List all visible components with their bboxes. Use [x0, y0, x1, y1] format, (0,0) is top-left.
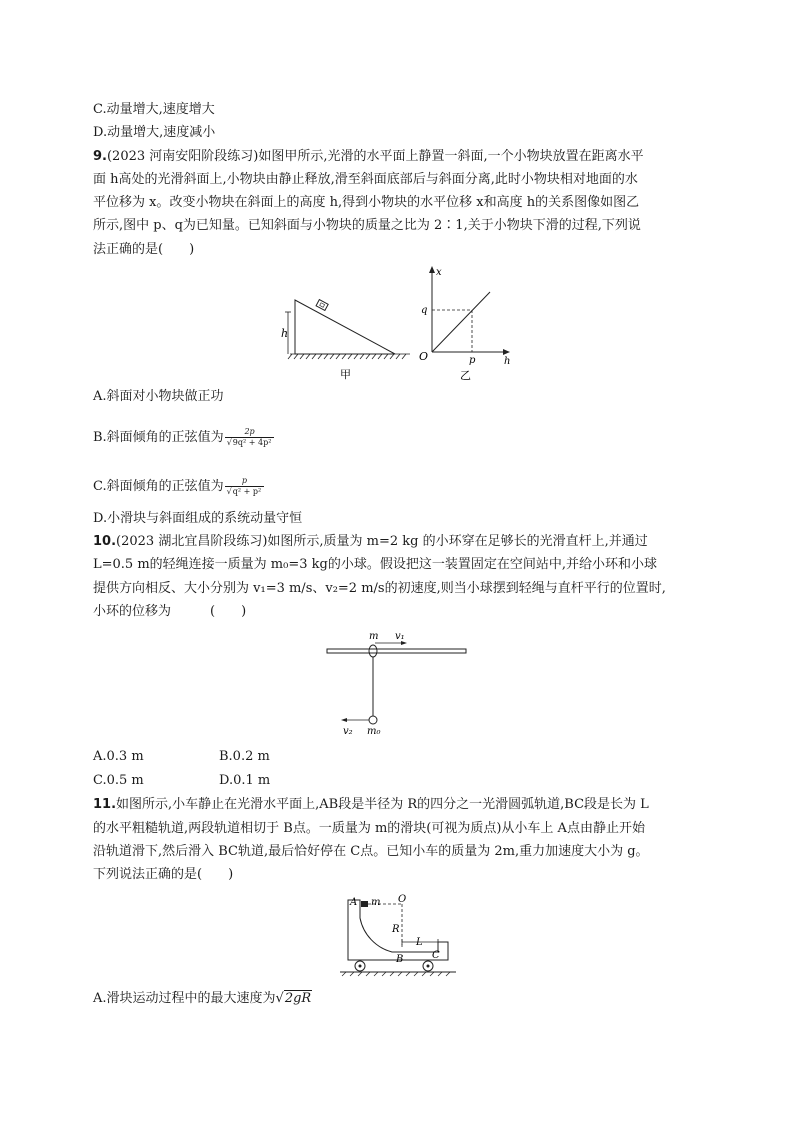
- q11-line-2: 的水平粗糙轨道,两段轨道相切于 B点。一质量为 m的滑块(可视为质点)从小车上 A点由静止开始: [93, 821, 645, 836]
- q10-option-a: A.0.3 m: [93, 749, 144, 764]
- q11-a-label: A: [350, 897, 358, 908]
- q11-line-3: 沿轨道滑下,然后滑入 BC轨道,最后恰好停在 C点。已知小车的质量为 2m,重力加速度大小为 g。: [93, 844, 649, 859]
- q11-line-4: 下列说法正确的是( ): [93, 867, 234, 882]
- ground-hatch: [288, 354, 410, 359]
- q9-line-2: 面 h高处的光滑斜面上,小物块由静止释放,滑至斜面底部后与斜面分离,此时小物块相对地面的水: [93, 172, 638, 187]
- q11-c-label: C: [432, 950, 440, 961]
- q9-option-c: C.斜面倾角的正弦值为 $\frac{p}{\text{√q² + p²}}$: [93, 476, 264, 497]
- q9-line-3: 平位移为 x。改变小物块在斜面上的高度 h,得到小物块的水平位移 x和高度 h的关系图像如图乙: [93, 195, 640, 210]
- q9-option-d: D.小滑块与斜面组成的系统动量守恒: [93, 511, 303, 526]
- q11-m-label: m: [371, 897, 381, 908]
- yi-q-label: q: [421, 305, 428, 316]
- q9-option-a: A.斜面对小物块做正功: [93, 389, 224, 404]
- q9-figure-jia: [280, 292, 410, 382]
- q10-option-b: B.0.2 m: [219, 749, 270, 764]
- block-icon: [316, 300, 328, 311]
- yi-y-axis-label: x: [436, 267, 442, 278]
- q9-line-4: 所示,图中 p、q为已知量。已知斜面与小物块的质量之比为 2∶1,关于小物块下滑的过程,下列说: [93, 218, 641, 233]
- q11-slider-icon: [361, 901, 368, 907]
- q11-option-a: A.滑块运动过程中的最大速度为√2gR: [93, 991, 312, 1006]
- q11-figure: [336, 890, 461, 980]
- q11-line-1: 11.如图所示,小车静止在光滑水平面上,AB段是半径为 R的四分之一光滑圆弧轨道,BC段是长为 L: [93, 797, 649, 812]
- q9-option-c-fraction: $\frac{p}{\text{√q² + p²}}$: [225, 476, 265, 497]
- q9-number: 9.: [93, 149, 107, 164]
- q10-number: 10.: [93, 534, 117, 549]
- yi-caption: 乙: [460, 369, 471, 382]
- q11-o-label: O: [398, 894, 407, 905]
- yi-origin-label: O: [419, 350, 429, 363]
- q10-option-c: C.0.5 m: [93, 773, 144, 788]
- q10-line-2: L=0.5 m的轻绳连接一质量为 m₀=3 kg的小球。假设把这一装置固定在空间站中,并给小环和小球: [93, 557, 657, 572]
- q11-b-label: B: [396, 954, 404, 965]
- q10-line-1: 10.(2023 湖北宜昌阶段练习)如图所示,质量为 m=2 kg 的小环穿在足够长的光滑直杆上,并通过: [93, 534, 648, 549]
- q10-option-d: D.0.1 m: [219, 773, 271, 788]
- q10-m-label: m: [369, 631, 379, 642]
- jia-h-label: h: [281, 327, 289, 340]
- q11-number: 11.: [93, 797, 117, 812]
- q10-line-4: 小环的位移为 ( ): [93, 604, 247, 619]
- q9-option-b-fraction: $\frac{2p}{\text{√9q² + 4p²}}$: [225, 427, 275, 448]
- yi-p-label: p: [469, 355, 476, 366]
- q9-option-b: B.斜面倾角的正弦值为 $\frac{2p}{\text{√9q² + 4p²}}$: [93, 427, 274, 448]
- q9-line-1: 9.(2023 河南安阳阶段练习)如图甲所示,光滑的水平面上静置一斜面,一个小物块放置在距离水平: [93, 149, 644, 164]
- prev-option-d: D.动量增大,速度减小: [93, 125, 216, 140]
- q9-line-5: 法正确的是( ): [93, 242, 195, 257]
- q10-v2-label: v₂: [343, 726, 353, 737]
- q10-m0-label: m₀: [367, 726, 381, 737]
- yi-x-axis-label: h: [504, 356, 511, 367]
- q9-figure-yi: [418, 264, 518, 384]
- q11-r-label: R: [392, 924, 400, 935]
- jia-caption: 甲: [340, 368, 351, 381]
- q11-l-label: L: [416, 937, 423, 948]
- q10-line-3: 提供方向相反、大小分别为 v₁=3 m/s、v₂=2 m/s的初速度,则当小球摆到轻绳与直杆平行的位置时,: [93, 581, 666, 596]
- q10-figure: [325, 628, 470, 740]
- q10-v1-label: v₁: [395, 631, 405, 642]
- prev-option-c: C.动量增大,速度增大: [93, 102, 215, 117]
